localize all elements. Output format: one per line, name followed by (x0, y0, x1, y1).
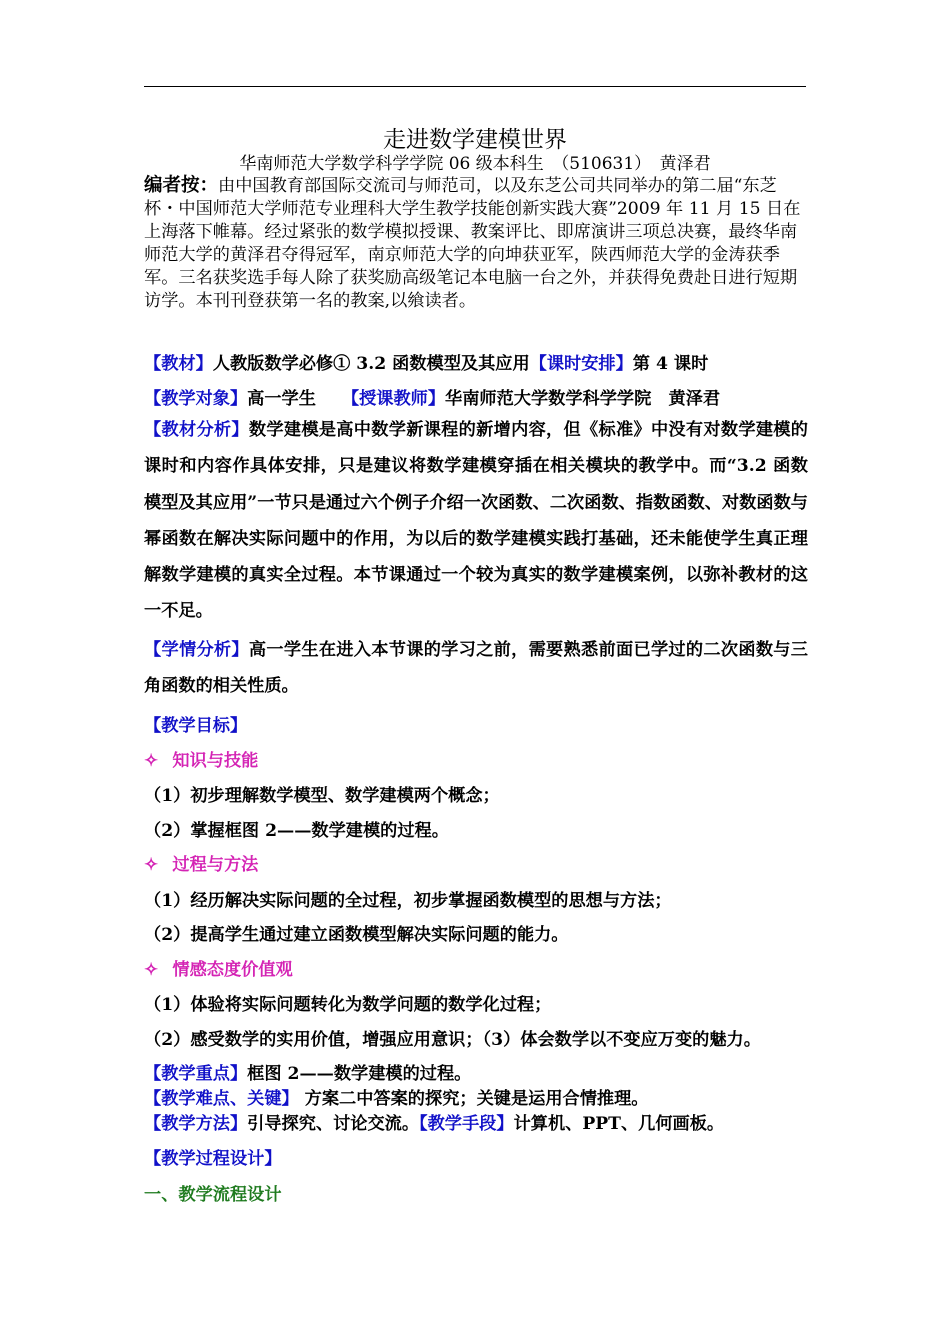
method-text: 引导探究、讨论交流。 (247, 1114, 420, 1134)
emotion-item-1: （1）体验将实际问题转化为数学问题的数学化过程； (144, 995, 552, 1015)
goals-tag: 【教学目标】 (144, 716, 248, 736)
teacher-text: 华南师范大学数学科学学院 黄泽君 (445, 389, 721, 409)
process-design-tag: 【教学过程设计】 (144, 1149, 282, 1169)
header-rule (144, 86, 806, 87)
knowledge-heading (144, 746, 812, 771)
means-text: 计算机、PPT、几何画板。 (513, 1114, 725, 1134)
goals-heading (144, 711, 812, 736)
target-text: 高一学生 (247, 389, 316, 409)
key-point-text: 框图 2——数学建模的过程。 (247, 1064, 472, 1084)
author-byline: 华南师范大学数学科学学院 06 级本科生 （510631） 黄泽君 (239, 154, 711, 174)
editor-note (144, 175, 808, 312)
teacher-tag: 【授课教师】 (341, 389, 446, 409)
emotion-heading (144, 955, 812, 980)
learner-paragraph (144, 632, 808, 705)
schedule-text: 第 4 课时 (632, 354, 709, 374)
textbook-tag: 【教材】 (144, 354, 213, 374)
key-point-tag: 【教学重点】 (144, 1064, 248, 1084)
knowledge-item-2: （2）掌握框图 2——数学建模的过程。 (144, 821, 449, 841)
diamond-bullet-icon: ✧ (144, 960, 159, 980)
section-one-heading: 一、教学流程设计 (144, 1185, 282, 1205)
diamond-bullet-icon: ✧ (144, 855, 159, 875)
key-point-line (144, 1059, 812, 1084)
method-line (144, 1109, 812, 1134)
process-heading (144, 850, 812, 875)
diamond-bullet-icon: ✧ (144, 751, 159, 771)
textbook-text: 人教版数学必修① 3.2 函数模型及其应用 (212, 354, 530, 374)
target-line (144, 384, 812, 409)
target-tag: 【教学对象】 (144, 389, 248, 409)
editor-note-label: 编者按： (144, 175, 219, 196)
process-design-heading (144, 1144, 812, 1169)
emotion-heading-text: 情感态度价值观 (172, 960, 293, 980)
difficulty-line (144, 1084, 812, 1109)
schedule-tag: 【课时安排】 (529, 354, 633, 374)
process-item-2: （2）提高学生通过建立函数模型解决实际问题的能力。 (144, 925, 569, 945)
editor-note-text: 由中国教育部国际交流司与师范司，以及东芝公司共同举办的第二届“东芝杯・中国师范大学师范专业理科大学生教学技能创新实践大赛”2009 年 11 月 15 日在上海落下帷幕。经过紧张的数学模拟授课、教案评比、即席演讲三项总决赛，最终华南师范大学的黄泽君夺得冠军，南京师范大学的向坤获亚军，陕西师范大学的金涛获季军。三名获奖选手每人除了获奖励高级笔记本电脑一台之外，并获得免费赴日进行短期访学。本刊刊登获第一名的教案,以飨读者。 (144, 176, 801, 311)
method-tag: 【教学方法】 (144, 1114, 248, 1134)
knowledge-item-1: （1）初步理解数学模型、数学建模两个概念； (144, 786, 500, 806)
analysis-text: 数学建模是高中数学新课程的新增内容，但《标准》中没有对数学建模的课时和内容作具体安排，只是建议将数学建模穿插在相关模块的教学中。而“3.2 函数模型及其应用”一节只是通过六个例子介绍一次函数、二次函数、指数函数、对数函数与幂函数在解决实际问题中的作用，为以后的数学建模实践打基础，还未能使学生真正理解数学建模的真实全过程。本节课通过一个较为真实的数学建模案例，以弥补教材的这一不足。 (144, 420, 808, 622)
analysis-tag: 【教材分析】 (144, 420, 249, 440)
analysis-paragraph (144, 412, 808, 630)
learner-text: 高一学生在进入本节课的学习之前，需要熟悉前面已学过的二次函数与三角函数的相关性质。 (144, 640, 808, 697)
difficulty-tag: 【教学难点、关键】 (144, 1089, 299, 1109)
means-tag: 【教学手段】 (419, 1114, 514, 1134)
difficulty-text: 方案二中答案的探究；关键是运用合情推理。 (298, 1089, 649, 1109)
process-heading-text: 过程与方法 (172, 855, 259, 875)
knowledge-heading-text: 知识与技能 (172, 751, 259, 771)
textbook-line (144, 349, 812, 374)
page-title: 走进数学建模世界 (383, 127, 567, 153)
learner-tag: 【学情分析】 (144, 640, 249, 660)
process-item-1: （1）经历解决实际问题的全过程，初步掌握函数模型的思想与方法； (144, 891, 672, 911)
emotion-item-2: （2）感受数学的实用价值，增强应用意识；（3）体会数学以不变应万变的魅力。 (144, 1030, 761, 1050)
